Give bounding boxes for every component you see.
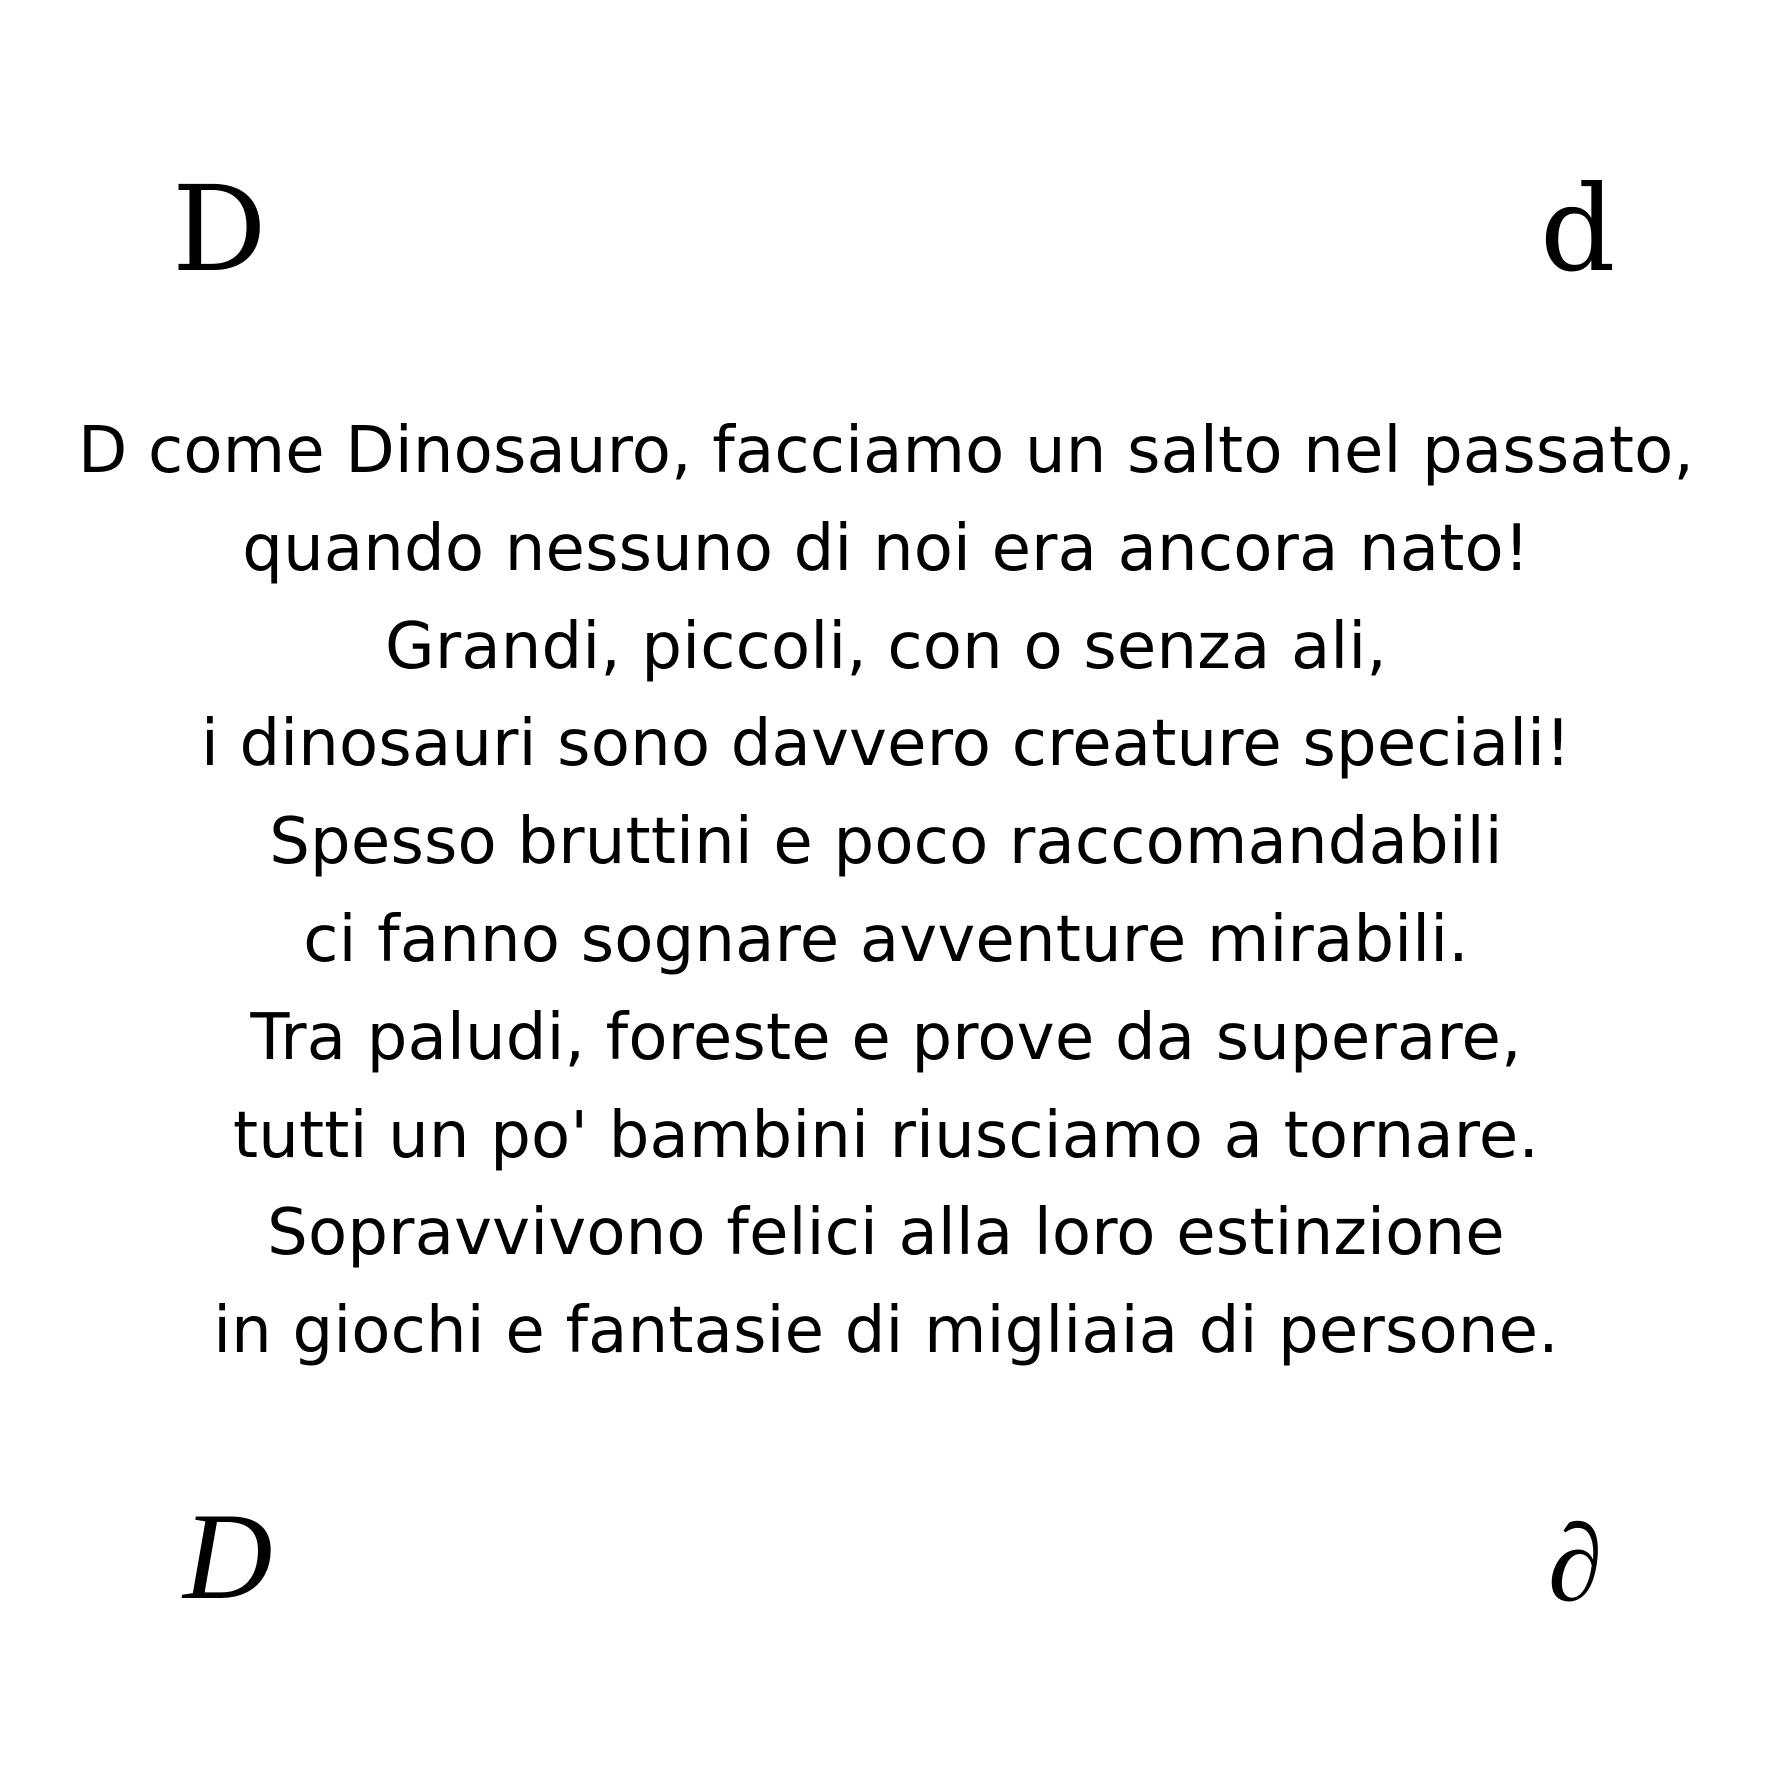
poem-line: Spesso bruttini e poco raccomandabili <box>269 805 1503 880</box>
poem-line: tutti un po' bambini riusciamo a tornare. <box>232 1098 1540 1173</box>
poem-line: in giochi e fantasie di migliaia di persone. <box>213 1294 1559 1369</box>
poem-line: Tra paludi, foreste e prove da superare, <box>250 1000 1522 1075</box>
poem-line: quando nessuno di noi era ancora nato! <box>242 511 1530 586</box>
poem-line: Grandi, piccoli, con o senza ali, <box>385 609 1387 684</box>
poem-line: Sopravvivono felici alla loro estinzione <box>267 1196 1505 1271</box>
poem-line: ci fanno sognare avventure mirabili. <box>303 902 1469 977</box>
print-lowercase-letter: d <box>1540 160 1616 298</box>
print-uppercase-letter: D <box>172 160 267 298</box>
poem-line: D come Dinosauro, facciamo un salto nel passato, <box>77 414 1695 488</box>
poem-line: i dinosauri sono davvero creature speciali! <box>200 707 1572 782</box>
poem-text <box>60 403 1712 1381</box>
cursive-uppercase-letter: D <box>183 1488 273 1625</box>
cursive-lowercase-letter: ∂ <box>1548 1502 1603 1624</box>
